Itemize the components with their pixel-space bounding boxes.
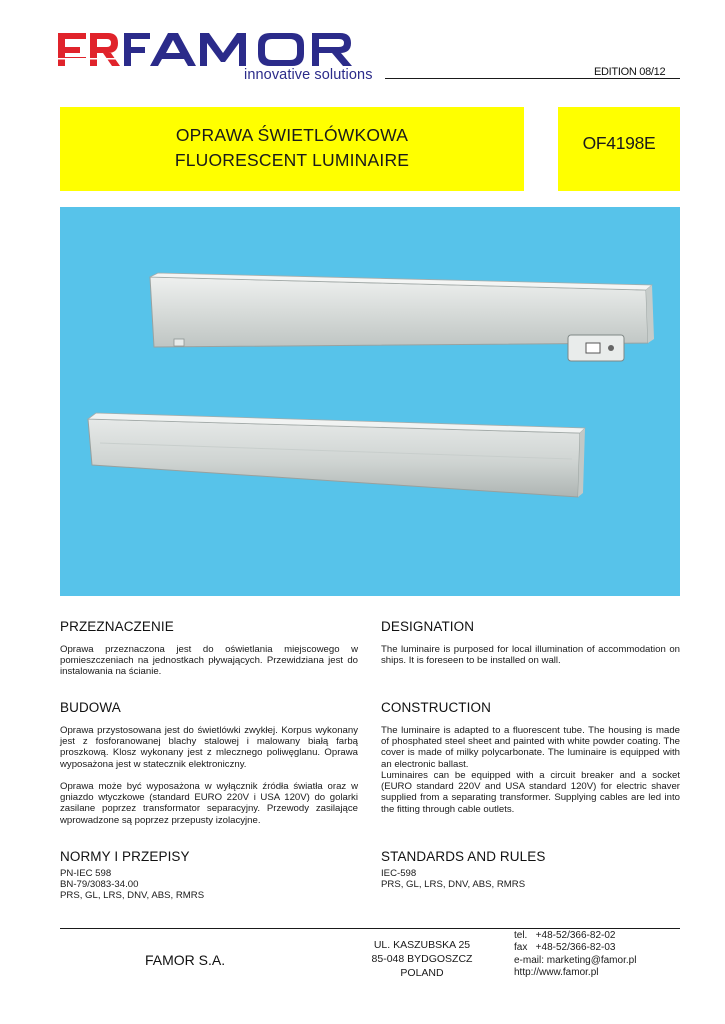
product-photo [60,207,680,596]
fr-mark-icon [58,33,120,66]
brand-tagline: innovative solutions [244,67,373,83]
text-budowa-2: Oprawa może być wyposażona w wyłącznik źródła światła oraz w gniazdo wtyczkowe (standard EURO 220V i USA 120V) do golarki zasilane poprzez transformator separacyjny. Przewody zasilające wprowadzone są poprzez przepusty izolacyjne. [60,781,358,826]
contact-email[interactable]: e-mail: marketing@famor.pl [514,954,637,966]
title-polish: OPRAWA ŚWIETLÓWKOWA [175,125,409,145]
contact-fax: fax +48-52/366-82-03 [514,942,616,954]
heading-standards: STANDARDS AND RULES [381,849,546,864]
product-code: OF4198E [582,133,656,153]
title-english: FLUORESCENT LUMINAIRE [174,150,410,170]
contact-phone: tel. +48-52/366-82-02 [514,930,616,941]
address-line: 85-048 BYDGOSZCZ [371,953,473,965]
address-line: UL. KASZUBSKA 25 [373,939,471,951]
text-przeznaczenie: Oprawa przeznaczona jest do oświetlania miejscowego w pomieszczeniach na jednostkach pływających. Przewidziana jest do instalowania na ścianie. [60,644,358,678]
contact-website[interactable]: http://www.famor.pl [514,967,599,979]
text-budowa-1: Oprawa przystosowana jest do świetlówki zwykłej. Korpus wykonany jest z fosforanowanej blachy stalowej i malowany białą farbą proszkową. Klosz wykonany jest z mlecznego poliwęglanu. Oprawa wyposażona jest w statecznik elektroniczny. [60,725,358,770]
company-address [356,938,488,980]
heading-construction: CONSTRUCTION [381,700,491,715]
heading-normy: NORMY I PRZEPISY [60,849,190,864]
standard-item: PN-IEC 598 [60,868,112,879]
standards-list-en [381,868,680,890]
heading-designation: DESIGNATION [381,619,475,634]
company-contact [514,930,636,980]
title-box [60,107,524,191]
text-construction-2: Luminaires can be equipped with a circuit breaker and a socket (EURO standard 220V and USA standard 120V) for electric shaver supplied from a separating transformer. Supplying cables are led into the fitting through cable outlets. [381,770,680,815]
footer-rule [60,928,680,929]
product-code-box [558,107,680,191]
header-rule [385,78,680,79]
luminaire-lower [88,413,585,497]
switch-socket-icon [568,335,624,361]
heading-budowa: BUDOWA [60,700,121,715]
standards-list-pl [60,868,358,902]
text-construction-1: The luminaire is adapted to a fluorescent tube. The housing is made of phosphated steel sheet and painted with white powder coating. The cover is made of milky polycarbonate. The luminaire is equipped with an electronic ballast. [381,725,680,770]
address-line: POLAND [400,967,444,979]
edition-label: EDITION 08/12 [594,66,666,78]
standard-item: BN-79/3083-34.00 [60,879,139,891]
standard-item: PRS, GL, LRS, DNV, ABS, RMRS [60,890,205,902]
luminaire-upper [150,273,654,361]
company-name: FAMOR S.A. [145,952,226,968]
standard-item: PRS, GL, LRS, DNV, ABS, RMRS [381,879,526,891]
famor-wordmark-icon [124,33,352,66]
standard-item: IEC-598 [381,868,417,879]
luminaire-photo-illustration [60,207,680,596]
heading-przeznaczenie: PRZEZNACZENIE [60,619,174,634]
text-designation: The luminaire is purposed for local illumination of accommodation on ships. It is foreseen to be installed on wall. [381,644,680,667]
